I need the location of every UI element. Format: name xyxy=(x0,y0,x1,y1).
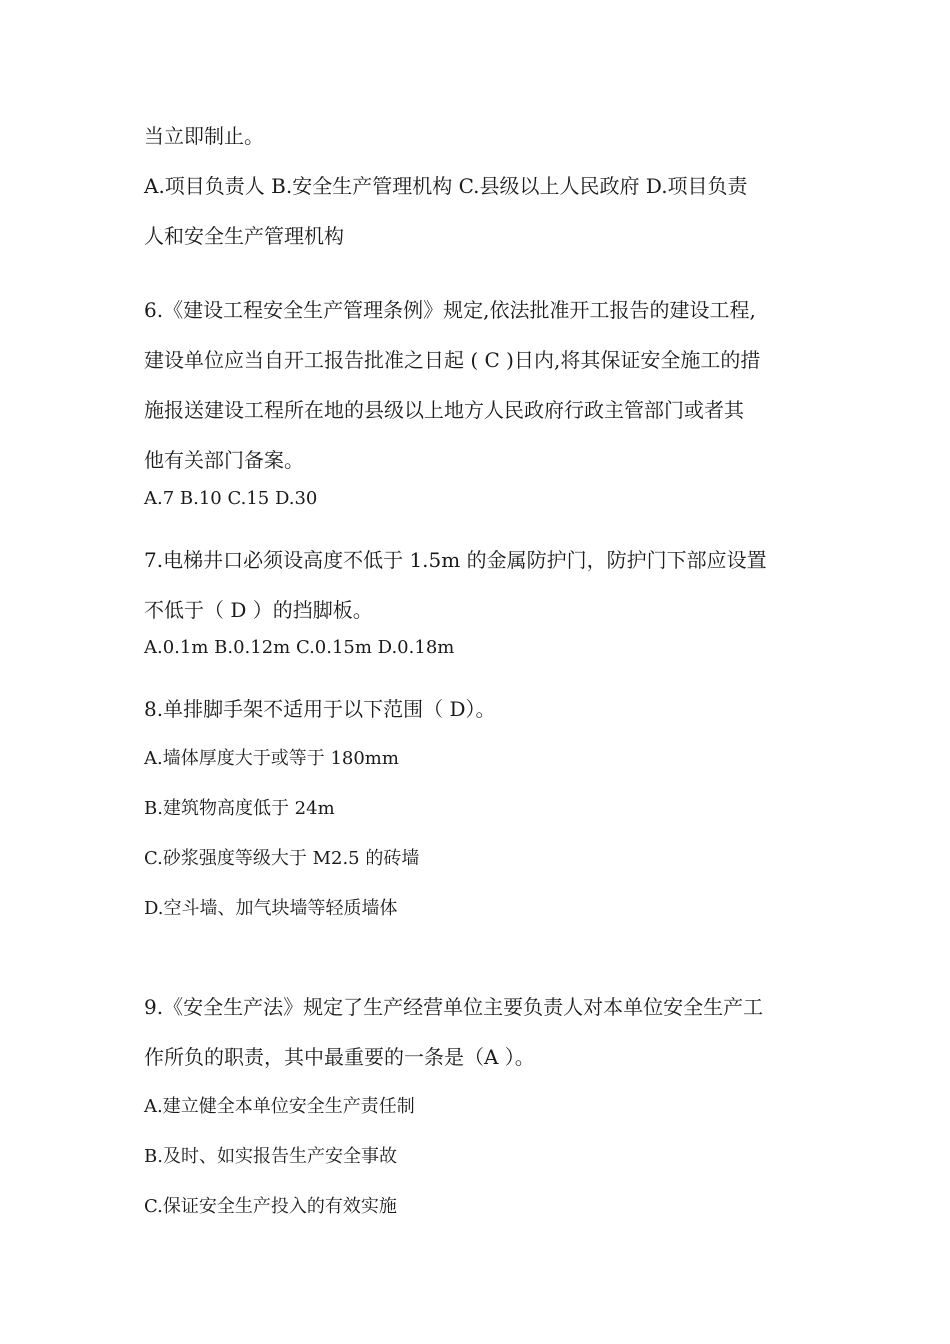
question-6-line-4: 他有关部门备案。 xyxy=(144,448,304,472)
question-9-option-b: B.及时、如实报告生产安全事故 xyxy=(144,1146,397,1167)
question-7-options: A.0.1m B.0.12m C.0.15m D.0.18m xyxy=(144,637,455,658)
question-9-option-c: C.保证安全生产投入的有效实施 xyxy=(144,1196,397,1217)
text-line-2: A.项目负责人 B.安全生产管理机构 C.县级以上人民政府 D.项目负责 xyxy=(144,174,748,198)
question-9-line-2: 作所负的职责，其中最重要的一条是（A ）。 xyxy=(144,1045,535,1069)
question-9-line-1: 9.《安全生产法》规定了生产经营单位主要负责人对本单位安全生产工 xyxy=(144,995,764,1019)
question-9-option-a: A.建立健全本单位安全生产责任制 xyxy=(144,1096,415,1117)
text-line-3: 人和安全生产管理机构 xyxy=(144,224,344,248)
question-8-option-a: A.墙体厚度大于或等于 180mm xyxy=(144,748,399,769)
question-7-line-1: 7.电梯井口必须设高度不低于 1.5m 的金属防护门，防护门下部应设置 xyxy=(144,548,767,572)
question-6-line-2: 建设单位应当自开工报告批准之日起 ( C )日内,将其保证安全施工的措 xyxy=(144,348,761,372)
question-8-option-d: D.空斗墙、加气块墙等轻质墙体 xyxy=(144,898,398,919)
question-6-line-3: 施报送建设工程所在地的县级以上地方人民政府行政主管部门或者其 xyxy=(144,398,744,422)
question-7-line-2: 不低于（ D ）的挡脚板。 xyxy=(144,598,373,622)
question-8-stem: 8.单排脚手架不适用于以下范围（ D）。 xyxy=(144,697,496,721)
question-6-line-1: 6.《建设工程安全生产管理条例》规定,依法批准开工报告的建设工程, xyxy=(144,298,756,322)
text-line-1: 当立即制止。 xyxy=(144,124,264,148)
question-8-option-b: B.建筑物高度低于 24m xyxy=(144,798,335,819)
question-8-option-c: C.砂浆强度等级大于 M2.5 的砖墙 xyxy=(144,848,420,869)
question-6-options: A.7 B.10 C.15 D.30 xyxy=(144,488,318,509)
